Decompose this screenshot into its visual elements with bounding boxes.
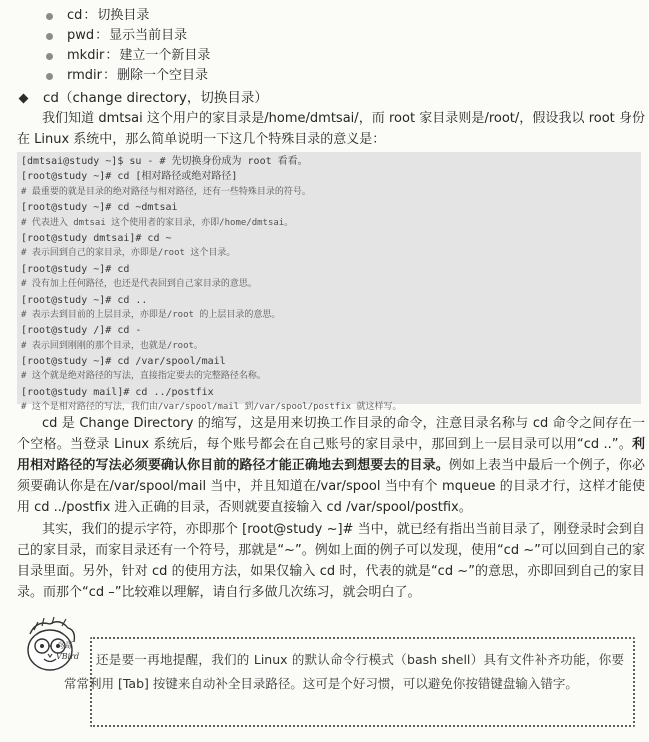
code-comment-line: # 没有加上任何路径，也还是代表回到自己家目录的意思。 xyxy=(21,279,257,290)
intro-paragraph: 我们知道 dmtsai 这个用户的家目录是/home/dmtsai/，而 root 家目录则是/root/，假设我以 root 身份在 Linux 系统中，那么简单说明一下这几个特殊目录的意义是： xyxy=(17,111,645,147)
paragraph-text: cd 是 Change Directory 的缩写，这是用来切换工作目录的命令，注意目录名称与 cd 命令之间存在一个空格。当登录 Linux 系统后，每个账号都会在自己账号的家目录中，那回到上一层目录可以用“cd ..”。 xyxy=(17,416,645,452)
code-comment-line: # 最重要的就是目录的绝对路径与相对路径，还有一些特殊目录的符号。 xyxy=(21,186,311,197)
code-command-line: [root@study dmtsai]# cd ~ xyxy=(21,232,172,244)
command-desc: 删除一个空目录 xyxy=(117,68,209,83)
code-block xyxy=(17,152,641,413)
command-desc: 切换目录 xyxy=(97,8,150,23)
code-comment-line: # 这个是相对路径的写法，我们由/var/spool/mail 到/var/spool/postfix 就这样写。 xyxy=(21,402,402,413)
command-name: mkdir xyxy=(67,48,105,63)
code-command-line: [root@study /]# cd - xyxy=(21,325,142,337)
list-item xyxy=(42,26,602,46)
code-command-line: [root@study mail]# cd ../postfix xyxy=(21,386,214,398)
command-desc: 显示当前目录 xyxy=(109,28,188,43)
section-heading xyxy=(20,88,268,108)
code-comment-line: # 表示去到目前的上层目录，亦即是/root 的上层目录的意思。 xyxy=(21,309,281,320)
list-item xyxy=(42,6,602,26)
list-item xyxy=(42,46,602,66)
code-comment-line: # 这个就是绝对路径的写法，直接指定要去的完整路径名称。 xyxy=(21,371,266,382)
colon: ： xyxy=(95,28,109,43)
list-item xyxy=(42,66,602,86)
bullet-icon xyxy=(46,33,53,40)
explanation-paragraph xyxy=(17,413,645,518)
bullet-icon xyxy=(46,13,53,20)
code-comment-line: # 表示回到自己的家目录，亦即是/root 这个目录。 xyxy=(21,248,236,259)
command-name: rmdir xyxy=(67,68,102,83)
mascot-caption: 鸟哥 VBird xyxy=(56,641,80,661)
diamond-bullet-icon xyxy=(19,93,29,103)
colon: ： xyxy=(83,8,97,23)
home-dir-paragraph: 其实，我们的提示字符，亦即那个 [root@study ~]# 当中，就已经有指出当前目录了，刚登录时会到自己的家目录，而家目录还有一个符号，那就是“~”。例如上面的例子可以发现，使用“cd ~”可以回到自己的家目录里面。另外，针对 cd 的使用方法，如果仅输入 cd 时，代表的就是“cd ~”的意思，亦即回到自己的家目录。而那个“cd –”比较难以理解，请自行多做几次练习，就会明白了。 xyxy=(17,522,645,600)
command-desc: 建立一个新目录 xyxy=(119,48,211,63)
tip-text: 还是要一再地提醒，我们的 Linux 的默认命令行模式（bash shell）具有文件补齐功能，你要常常利用 [Tab] 按键来自动补全目录路径。这可是个好习惯，可以避免你按错键盘输入错字。 xyxy=(64,652,624,691)
code-command-line: [root@study ~]# cd [相对路径或绝对路径] xyxy=(21,171,238,183)
command-name: pwd xyxy=(67,28,95,43)
code-command-line: [root@study ~]# cd xyxy=(21,263,130,275)
code-command-line: [root@study ~]# cd /var/spool/mail xyxy=(21,356,226,368)
command-name: cd xyxy=(67,8,83,23)
code-command-line: [dmtsai@study ~]$ su - # 先切换身份成为 root 看看。 xyxy=(21,156,308,167)
emphasis-text: 利用相对路径的写法必须要确认你目前的路径才能正确地去到想要去的目录。 xyxy=(17,437,645,473)
bullet-icon xyxy=(46,53,53,60)
code-command-line: [root@study ~]# cd .. xyxy=(21,294,148,306)
code-comment-line: # 表示回到刚刚的那个目录，也就是/root。 xyxy=(21,340,203,351)
code-command-line: [root@study ~]# cd ~dmtsai xyxy=(21,202,178,214)
colon: ： xyxy=(105,48,119,63)
code-comment-line: # 代表进入 dmtsai 这个使用者的家目录，亦即/home/dmtsai。 xyxy=(21,217,294,228)
command-list xyxy=(42,6,602,86)
bullet-icon xyxy=(46,73,53,80)
section-heading-text: cd（change directory，切换目录） xyxy=(43,90,268,106)
colon: ： xyxy=(103,68,117,83)
paragraph-text: 例如上表当中最后一个例子，你必须要确认你是在/var/spool/mail 当中，并且知道在/var/spool 当中有个 mqueue 的目录才行，这样才能使用 cd ../postfix 进入正确的目录，否则就要直接输入 cd /var/spool/postfix。 xyxy=(17,458,645,515)
